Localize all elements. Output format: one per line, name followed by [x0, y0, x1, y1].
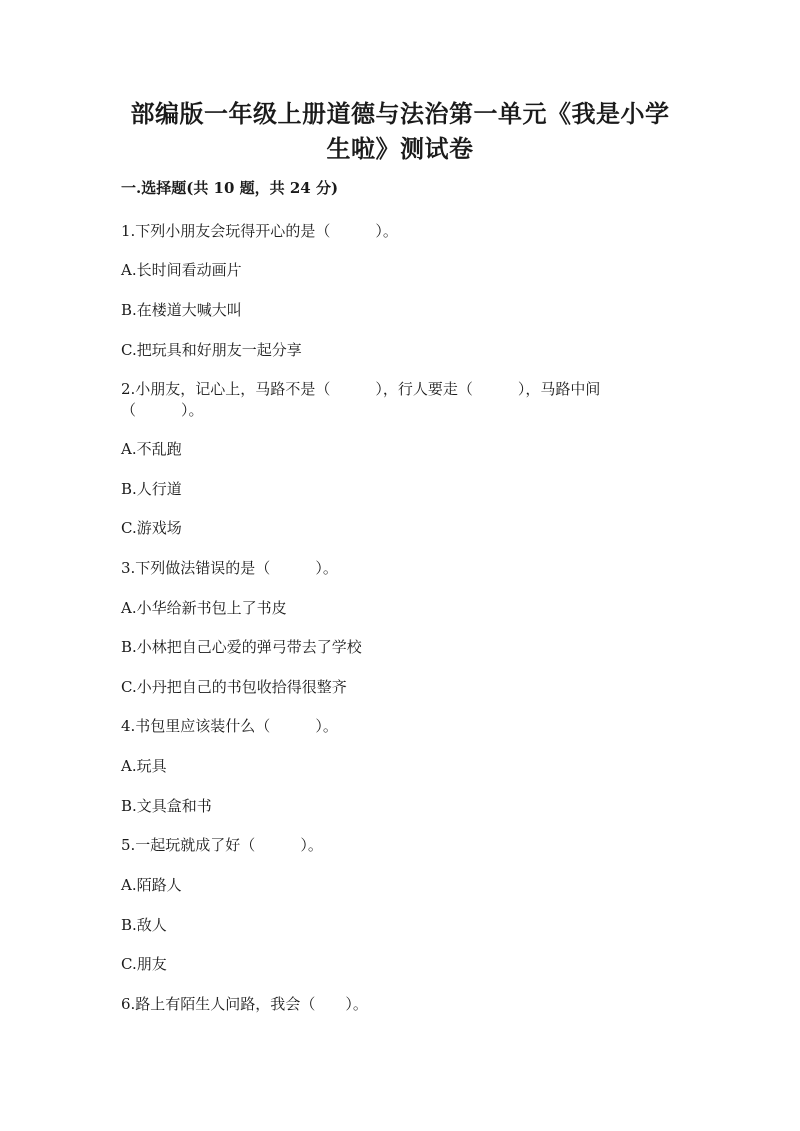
question-5-option-b: B.敌人: [121, 916, 167, 934]
question-2-option-a: A.不乱跑: [121, 440, 182, 458]
question-2-stem-line-2: （ ）。: [121, 401, 204, 419]
section-heading: 一.选择题(共 10 题，共 24 分): [121, 179, 339, 197]
question-3-option-a: A.小华给新书包上了书皮: [121, 599, 287, 617]
question-4-option-b: B.文具盒和书: [121, 797, 212, 815]
question-2-stem-line-1: 2.小朋友，记心上，马路不是（ ），行人要走（ ），马路中间: [121, 380, 601, 398]
question-1-option-a: A.长时间看动画片: [121, 261, 242, 279]
question-6-stem: 6.路上有陌生人问路，我会（ ）。: [121, 995, 368, 1013]
question-3-option-b: B.小林把自己心爱的弹弓带去了学校: [121, 638, 362, 656]
question-2-option-b: B.人行道: [121, 480, 182, 498]
question-3-option-c: C.小丹把自己的书包收拾得很整齐: [121, 678, 347, 696]
question-1-option-c: C.把玩具和好朋友一起分享: [121, 341, 302, 359]
question-1-stem: 1.下列小朋友会玩得开心的是（ ）。: [121, 222, 398, 240]
question-5-option-c: C.朋友: [121, 955, 167, 973]
question-1-option-b: B.在楼道大喊大叫: [121, 301, 242, 319]
document-title-line-1: 部编版一年级上册道德与法治第一单元《我是小学: [130, 99, 670, 128]
question-4-option-a: A.玩具: [121, 757, 167, 775]
question-5-stem: 5.一起玩就成了好（ ）。: [121, 836, 323, 854]
question-5-option-a: A.陌路人: [121, 876, 182, 894]
question-2-option-c: C.游戏场: [121, 519, 182, 537]
document-title-line-2: 生啦》测试卷: [326, 134, 474, 163]
question-3-stem: 3.下列做法错误的是（ ）。: [121, 559, 338, 577]
question-4-stem: 4.书包里应该装什么（ ）。: [121, 717, 338, 735]
